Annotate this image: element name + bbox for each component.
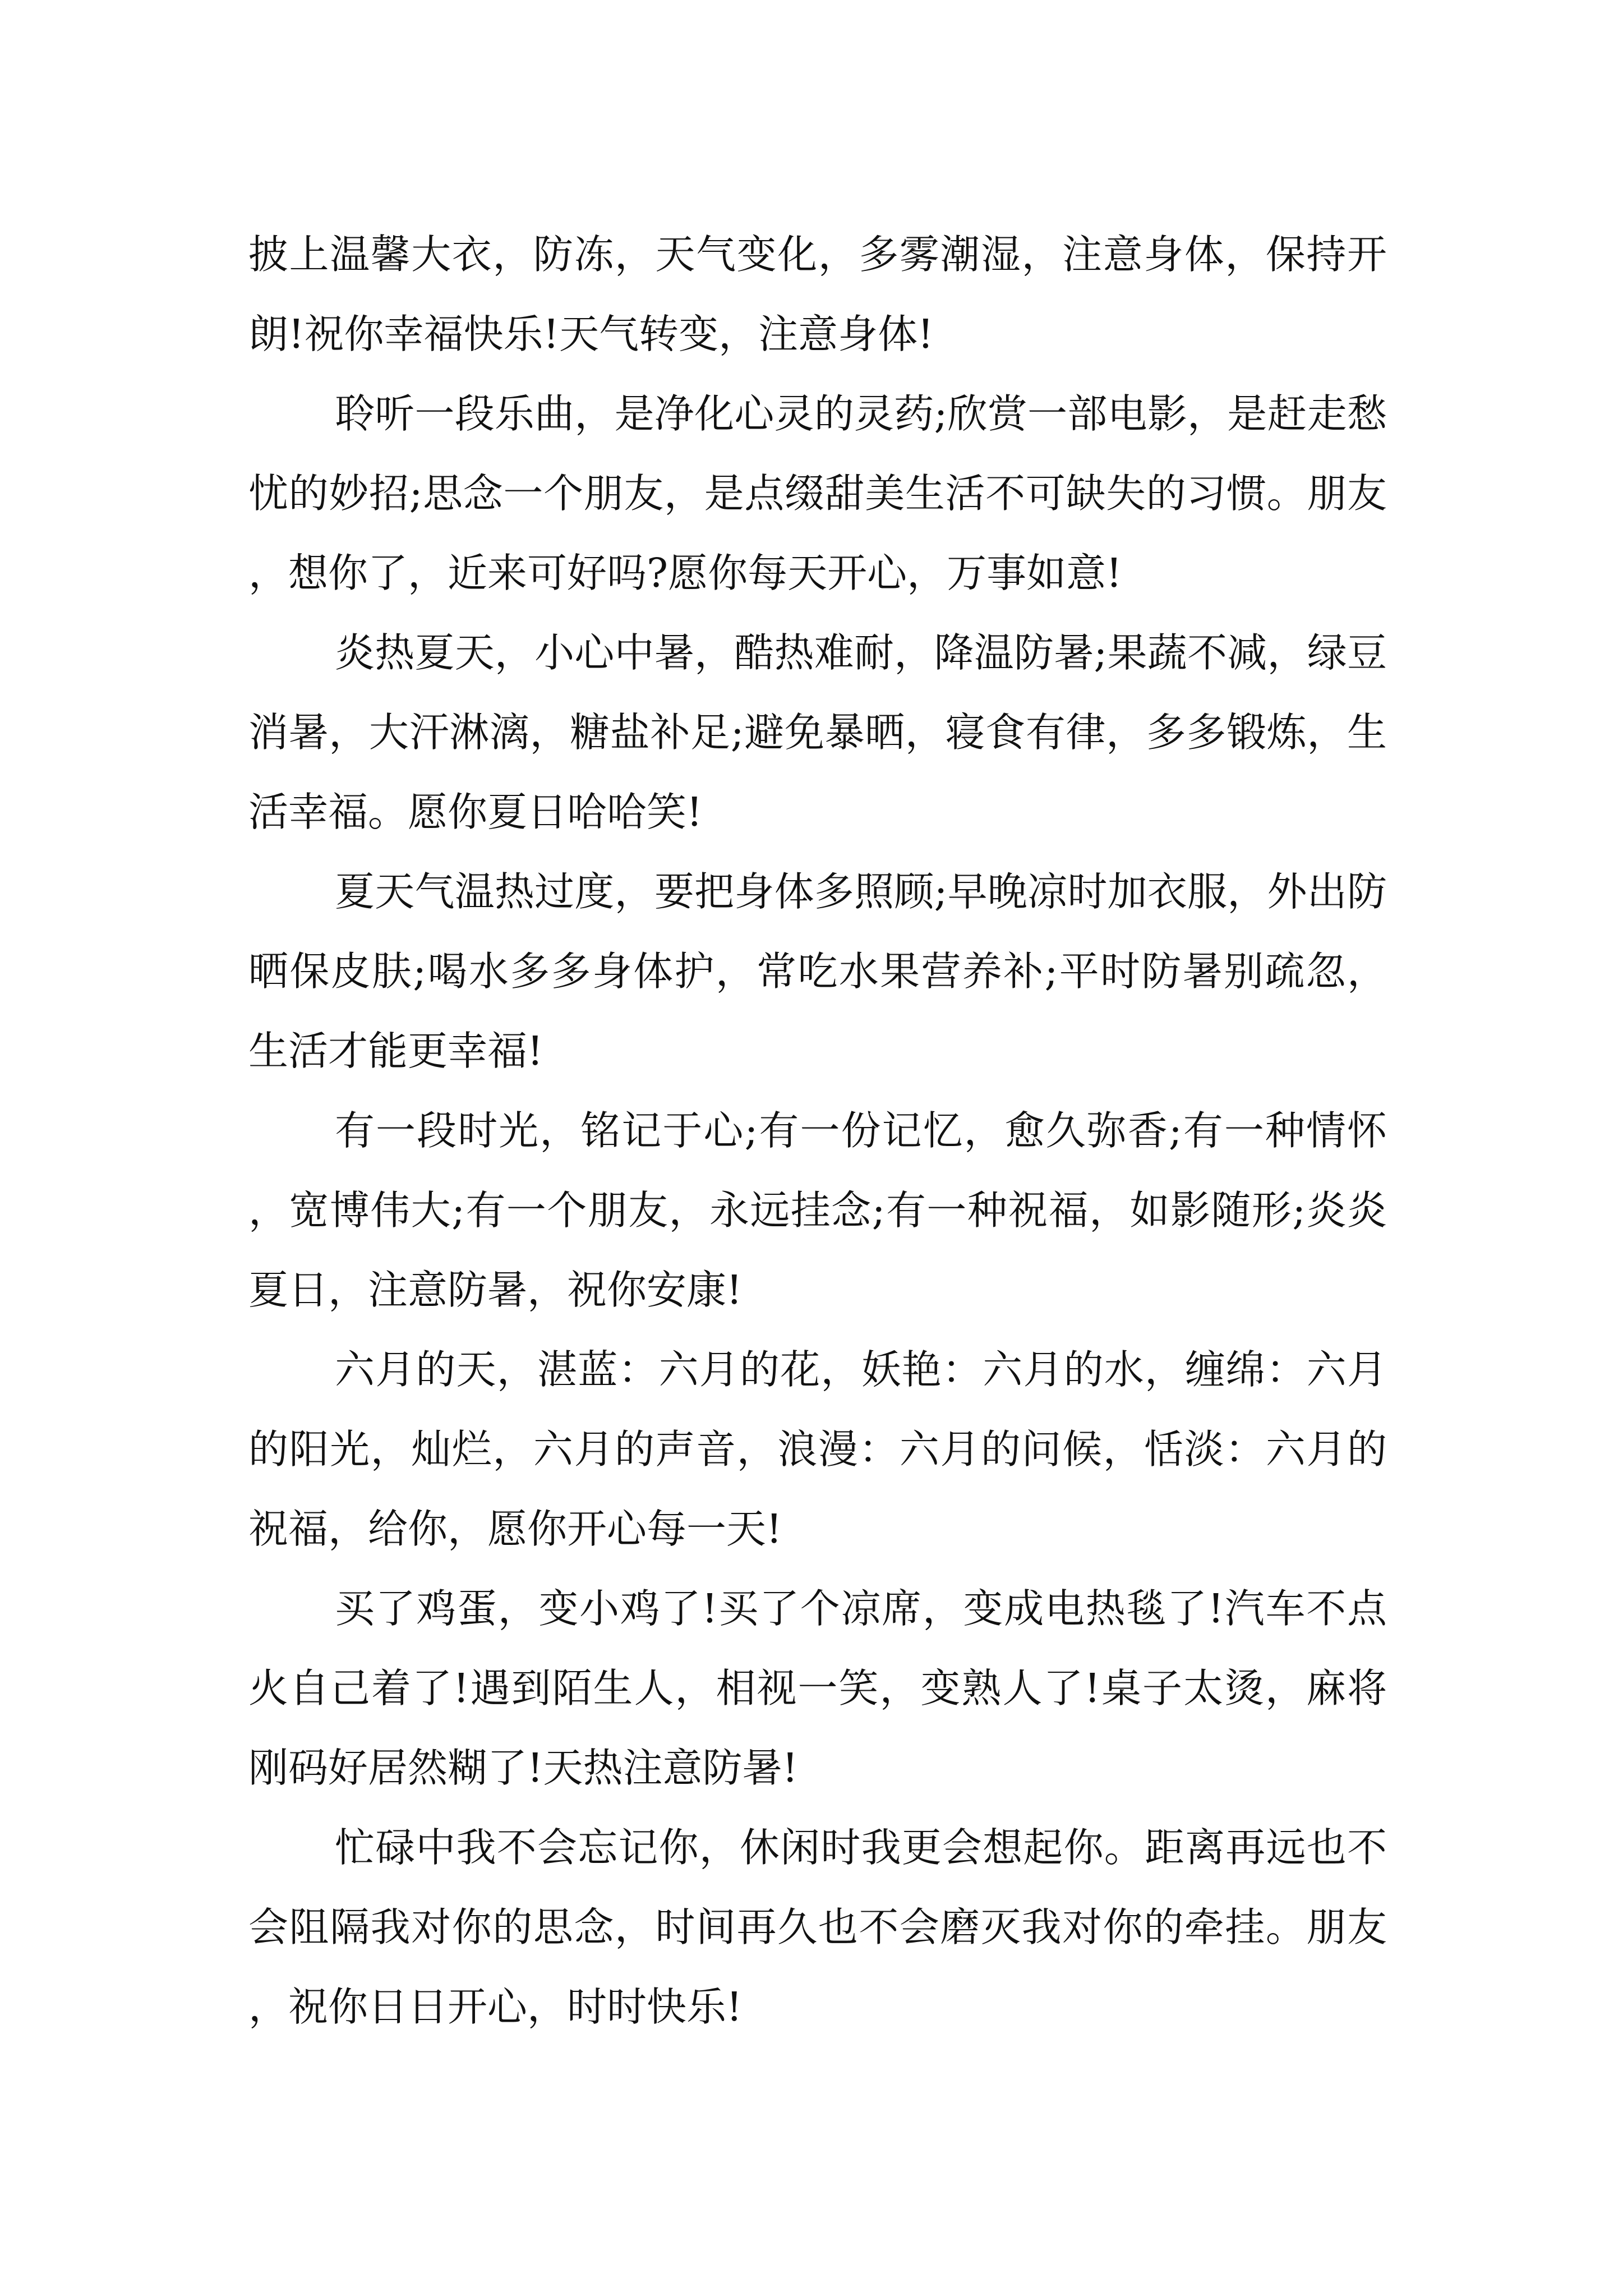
document-body (248, 215, 1387, 2047)
paragraph-1: 披上温馨大衣，防冻，天气变化，多雾潮湿，注意身体，保持开朗!祝你幸福快乐!天气转变，注意身体! (248, 231, 1387, 357)
paragraph-4: 夏天气温热过度，要把身体多照顾;早晚凉时加衣服，外出防晒保皮肤;喝水多多身体护，常吃水果营养补;平时防暑别疏忽，生活才能更幸福! (248, 868, 1387, 1074)
paragraph-7: 买了鸡蛋，变小鸡了!买了个凉席，变成电热毯了!汽车不点火自己着了!遇到陌生人，相视一笑，变熟人了!桌子太烫，麻将刚码好居然糊了!天热注意防暑! (248, 1585, 1387, 1791)
paragraph-3: 炎热夏天，小心中暑，酷热难耐，降温防暑;果蔬不减，绿豆消暑，大汗淋漓，糖盐补足;避免暴晒，寝食有律，多多锻炼，生活幸福。愿你夏日哈哈笑! (248, 629, 1387, 835)
paragraph-2: 聆听一段乐曲，是净化心灵的灵药;欣赏一部电影，是赶走愁忧的妙招;思念一个朋友，是点缀甜美生活不可缺失的习惯。朋友，想你了，近来可好吗?愿你每天开心，万事如意! (248, 390, 1387, 596)
paragraph-8: 忙碌中我不会忘记你，休闲时我更会想起你。距离再远也不会阻隔我对你的思念，时间再久也不会磨灭我对你的牵挂。朋友，祝你日日开心，时时快乐! (248, 1824, 1387, 2030)
paragraph-5: 有一段时光，铭记于心;有一份记忆，愈久弥香;有一种情怀，宽博伟大;有一个朋友，永远挂念;有一种祝福，如影随形;炎炎夏日，注意防暑，祝你安康! (248, 1107, 1387, 1313)
paragraph-6: 六月的天，湛蓝：六月的花，妖艳：六月的水，缠绵：六月的阳光，灿烂，六月的声音，浪漫：六月的问候，恬淡：六月的祝福，给你，愿你开心每一天! (248, 1346, 1387, 1552)
